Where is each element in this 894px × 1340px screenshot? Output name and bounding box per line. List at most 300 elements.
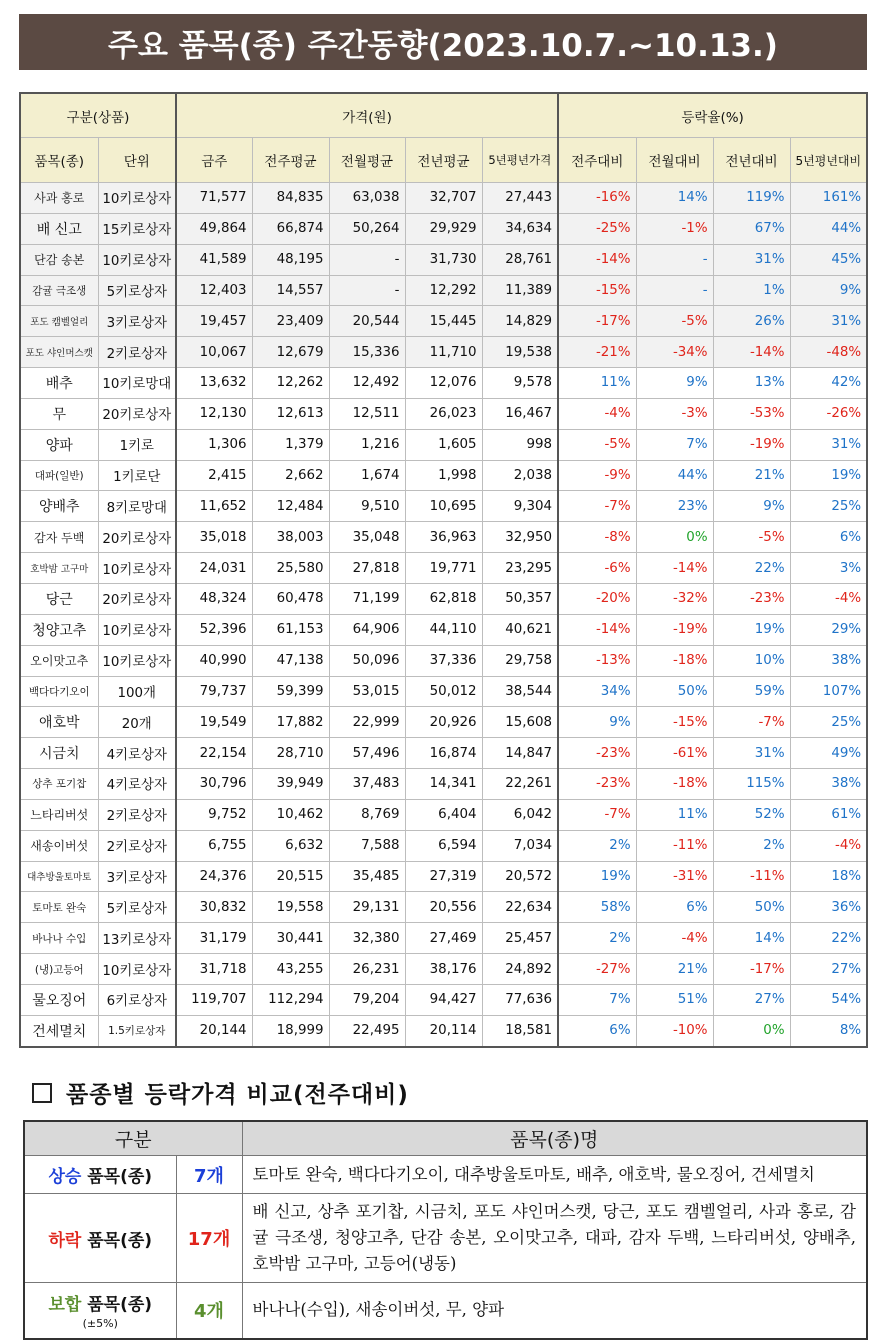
price-prev-year: 27,469 <box>405 923 482 954</box>
price-prev-week: 19,558 <box>252 892 329 923</box>
table-row <box>20 429 867 460</box>
change-vs-month: -15% <box>636 707 713 738</box>
price-this-week: 41,589 <box>176 244 252 275</box>
change-vs-month: 0% <box>636 522 713 553</box>
item-unit: 10키로상자 <box>98 244 176 275</box>
change-vs-week: 7% <box>558 984 636 1015</box>
change-vs-week: -9% <box>558 460 636 491</box>
price-5yr: 25,457 <box>482 923 558 954</box>
change-vs-year: -23% <box>713 583 790 614</box>
change-vs-week: -4% <box>558 398 636 429</box>
item-name: (냉)고등어 <box>20 954 98 985</box>
summary-col-items: 품목(종)명 <box>242 1121 867 1156</box>
summary-table <box>23 1120 868 1340</box>
item-name: 오이맛고추 <box>20 645 98 676</box>
change-vs-month: 23% <box>636 491 713 522</box>
item-name: 물오징어 <box>20 984 98 1015</box>
change-vs-year: 2% <box>713 830 790 861</box>
item-name: 양배추 <box>20 491 98 522</box>
item-unit: 5키로상자 <box>98 275 176 306</box>
table-row <box>20 213 867 244</box>
change-vs-year: -11% <box>713 861 790 892</box>
col-vs-year: 전년대비 <box>713 138 790 183</box>
price-this-week: 1,306 <box>176 429 252 460</box>
item-name: 배추 <box>20 368 98 399</box>
price-prev-week: 48,195 <box>252 244 329 275</box>
change-vs-5yr: 161% <box>790 183 867 214</box>
change-vs-5yr: -48% <box>790 337 867 368</box>
change-vs-year: 59% <box>713 676 790 707</box>
item-unit: 10키로망대 <box>98 368 176 399</box>
change-vs-week: 58% <box>558 892 636 923</box>
change-vs-week: 34% <box>558 676 636 707</box>
flat-count: 4개 <box>176 1283 242 1339</box>
price-prev-year: 20,926 <box>405 707 482 738</box>
price-this-week: 71,577 <box>176 183 252 214</box>
price-prev-year: 6,404 <box>405 799 482 830</box>
header-category: 구분(상품) <box>20 93 176 138</box>
price-this-week: 40,990 <box>176 645 252 676</box>
price-prev-month: 1,674 <box>329 460 405 491</box>
change-vs-week: -7% <box>558 799 636 830</box>
price-prev-year: 15,445 <box>405 306 482 337</box>
change-vs-year: 1% <box>713 275 790 306</box>
price-prev-year: 26,023 <box>405 398 482 429</box>
change-vs-5yr: 31% <box>790 429 867 460</box>
col-unit: 단위 <box>98 138 176 183</box>
change-vs-5yr: 38% <box>790 769 867 800</box>
price-prev-week: 12,613 <box>252 398 329 429</box>
item-name: 상추 포기찹 <box>20 769 98 800</box>
change-vs-year: 14% <box>713 923 790 954</box>
change-vs-year: 52% <box>713 799 790 830</box>
price-prev-week: 47,138 <box>252 645 329 676</box>
price-5yr: 14,829 <box>482 306 558 337</box>
header-price: 가격(원) <box>176 93 558 138</box>
summary-row-rise <box>24 1156 867 1194</box>
price-this-week: 49,864 <box>176 213 252 244</box>
change-vs-week: -15% <box>558 275 636 306</box>
price-prev-year: 19,771 <box>405 553 482 584</box>
change-vs-5yr: 25% <box>790 491 867 522</box>
item-name: 포도 캠벨얼리 <box>20 306 98 337</box>
change-vs-5yr: 44% <box>790 213 867 244</box>
header-change: 등락율(%) <box>558 93 867 138</box>
price-prev-year: 12,292 <box>405 275 482 306</box>
change-vs-week: -27% <box>558 954 636 985</box>
change-vs-year: -53% <box>713 398 790 429</box>
table-row <box>20 799 867 830</box>
change-vs-month: 6% <box>636 892 713 923</box>
price-prev-year: 10,695 <box>405 491 482 522</box>
price-5yr: 23,295 <box>482 553 558 584</box>
change-vs-week: -23% <box>558 738 636 769</box>
table-row <box>20 738 867 769</box>
price-prev-month: 53,015 <box>329 676 405 707</box>
change-vs-month: -10% <box>636 1015 713 1046</box>
col-prev-month: 전월평균 <box>329 138 405 183</box>
change-vs-month: 51% <box>636 984 713 1015</box>
fall-count: 17개 <box>176 1194 242 1283</box>
price-prev-year: 50,012 <box>405 676 482 707</box>
change-vs-month: 11% <box>636 799 713 830</box>
price-prev-month: 22,999 <box>329 707 405 738</box>
price-prev-month: 50,096 <box>329 645 405 676</box>
price-5yr: 27,443 <box>482 183 558 214</box>
item-unit: 20키로상자 <box>98 398 176 429</box>
price-this-week: 48,324 <box>176 583 252 614</box>
price-prev-week: 12,679 <box>252 337 329 368</box>
price-prev-week: 2,662 <box>252 460 329 491</box>
price-5yr: 6,042 <box>482 799 558 830</box>
price-table-body <box>20 183 867 1047</box>
change-vs-5yr: 8% <box>790 1015 867 1046</box>
table-row <box>20 614 867 645</box>
change-vs-week: 19% <box>558 861 636 892</box>
price-prev-week: 30,441 <box>252 923 329 954</box>
change-vs-5yr: 49% <box>790 738 867 769</box>
price-5yr: 38,544 <box>482 676 558 707</box>
change-vs-month: 21% <box>636 954 713 985</box>
col-vs-week: 전주대비 <box>558 138 636 183</box>
price-prev-month: 12,511 <box>329 398 405 429</box>
price-prev-year: 36,963 <box>405 522 482 553</box>
price-5yr: 50,357 <box>482 583 558 614</box>
change-vs-year: 9% <box>713 491 790 522</box>
price-5yr: 24,892 <box>482 954 558 985</box>
price-this-week: 13,632 <box>176 368 252 399</box>
item-unit: 10키로상자 <box>98 614 176 645</box>
change-vs-5yr: 36% <box>790 892 867 923</box>
item-name: 감귤 극조생 <box>20 275 98 306</box>
table-row <box>20 1015 867 1046</box>
table-row <box>20 491 867 522</box>
change-vs-year: 50% <box>713 892 790 923</box>
price-prev-week: 38,003 <box>252 522 329 553</box>
price-prev-year: 31,730 <box>405 244 482 275</box>
item-name: 바나나 수입 <box>20 923 98 954</box>
price-this-week: 6,755 <box>176 830 252 861</box>
price-this-week: 11,652 <box>176 491 252 522</box>
change-vs-year: -5% <box>713 522 790 553</box>
change-vs-year: -19% <box>713 429 790 460</box>
table-row <box>20 645 867 676</box>
change-vs-5yr: 107% <box>790 676 867 707</box>
price-prev-month: 35,485 <box>329 861 405 892</box>
price-prev-year: 38,176 <box>405 954 482 985</box>
price-this-week: 30,796 <box>176 769 252 800</box>
item-name: 느타리버섯 <box>20 799 98 830</box>
item-unit: 2키로상자 <box>98 799 176 830</box>
flat-items: 바나나(수입), 새송이버섯, 무, 양파 <box>242 1283 867 1339</box>
item-unit: 10키로상자 <box>98 645 176 676</box>
change-vs-month: 50% <box>636 676 713 707</box>
price-prev-month: 29,131 <box>329 892 405 923</box>
table-row <box>20 676 867 707</box>
change-vs-year: 67% <box>713 213 790 244</box>
price-prev-week: 14,557 <box>252 275 329 306</box>
rise-label <box>24 1156 176 1194</box>
change-vs-month: 44% <box>636 460 713 491</box>
change-vs-year: 27% <box>713 984 790 1015</box>
item-unit: 10키로상자 <box>98 183 176 214</box>
change-vs-month: -14% <box>636 553 713 584</box>
change-vs-month: 9% <box>636 368 713 399</box>
price-5yr: 20,572 <box>482 861 558 892</box>
page-title: 주요 품목(종) 주간동향(2023.10.7.~10.13.) <box>19 14 867 70</box>
item-name: 양파 <box>20 429 98 460</box>
flat-label-colored: 보합 <box>48 1295 82 1316</box>
summary-section-title <box>32 1076 409 1109</box>
change-vs-5yr: 25% <box>790 707 867 738</box>
price-prev-week: 66,874 <box>252 213 329 244</box>
price-5yr: 2,038 <box>482 460 558 491</box>
item-name: 새송이버섯 <box>20 830 98 861</box>
price-prev-month: 79,204 <box>329 984 405 1015</box>
item-name: 단감 송본 <box>20 244 98 275</box>
price-5yr: 15,608 <box>482 707 558 738</box>
price-this-week: 31,718 <box>176 954 252 985</box>
item-name: 포도 샤인머스캣 <box>20 337 98 368</box>
change-vs-year: 31% <box>713 244 790 275</box>
item-unit: 6키로상자 <box>98 984 176 1015</box>
price-prev-month: 27,818 <box>329 553 405 584</box>
item-unit: 10키로상자 <box>98 553 176 584</box>
item-name: 호박밤 고구마 <box>20 553 98 584</box>
change-vs-week: 2% <box>558 923 636 954</box>
change-vs-month: - <box>636 275 713 306</box>
price-prev-year: 14,341 <box>405 769 482 800</box>
item-unit: 5키로상자 <box>98 892 176 923</box>
table-row <box>20 769 867 800</box>
price-prev-month: 7,588 <box>329 830 405 861</box>
change-vs-month: -18% <box>636 769 713 800</box>
col-vs-5yr: 5년평년대비 <box>790 138 867 183</box>
item-unit: 2키로상자 <box>98 337 176 368</box>
price-this-week: 31,179 <box>176 923 252 954</box>
price-prev-week: 84,835 <box>252 183 329 214</box>
price-prev-year: 94,427 <box>405 984 482 1015</box>
price-5yr: 16,467 <box>482 398 558 429</box>
col-prev-year: 전년평균 <box>405 138 482 183</box>
table-row <box>20 892 867 923</box>
price-5yr: 998 <box>482 429 558 460</box>
table-row <box>20 244 867 275</box>
change-vs-year: 19% <box>713 614 790 645</box>
fall-label-colored: 하락 <box>48 1230 82 1251</box>
price-5yr: 29,758 <box>482 645 558 676</box>
change-vs-week: -16% <box>558 183 636 214</box>
item-name: 건세멸치 <box>20 1015 98 1046</box>
item-unit: 3키로상자 <box>98 861 176 892</box>
price-this-week: 12,403 <box>176 275 252 306</box>
price-this-week: 12,130 <box>176 398 252 429</box>
rise-label-rest: 품목(종) <box>87 1167 153 1187</box>
change-vs-month: 14% <box>636 183 713 214</box>
price-prev-year: 29,929 <box>405 213 482 244</box>
fall-items: 배 신고, 상추 포기찹, 시금치, 포도 샤인머스캣, 당근, 포도 캠벨얼리, 사과 홍로, 감귤 극조생, 청양고추, 단감 송본, 오이맛고추, 대파, 감자 두백, 느타리버섯, 양배추, 호박밤 고구마, 고등어(냉동) <box>242 1194 867 1283</box>
change-vs-5yr: 42% <box>790 368 867 399</box>
price-prev-month: 12,492 <box>329 368 405 399</box>
fall-label-rest: 품목(종) <box>87 1230 153 1251</box>
rise-label-colored: 상승 <box>48 1167 82 1187</box>
change-vs-month: -31% <box>636 861 713 892</box>
price-prev-year: 1,998 <box>405 460 482 491</box>
item-name: 배 신고 <box>20 213 98 244</box>
item-name: 백다다기오이 <box>20 676 98 707</box>
change-vs-5yr: 61% <box>790 799 867 830</box>
price-prev-week: 112,294 <box>252 984 329 1015</box>
change-vs-5yr: 27% <box>790 954 867 985</box>
item-unit: 15키로상자 <box>98 213 176 244</box>
table-row <box>20 183 867 214</box>
item-name: 토마토 완숙 <box>20 892 98 923</box>
change-vs-month: -1% <box>636 213 713 244</box>
summary-col-category: 구분 <box>24 1121 242 1156</box>
price-prev-week: 12,484 <box>252 491 329 522</box>
change-vs-5yr: 22% <box>790 923 867 954</box>
flat-note: (±5%) <box>82 1317 118 1331</box>
price-prev-week: 10,462 <box>252 799 329 830</box>
price-prev-year: 32,707 <box>405 183 482 214</box>
change-vs-week: -23% <box>558 769 636 800</box>
item-unit: 1키로 <box>98 429 176 460</box>
price-5yr: 18,581 <box>482 1015 558 1046</box>
item-name: 청양고추 <box>20 614 98 645</box>
item-unit: 4키로상자 <box>98 738 176 769</box>
change-vs-year: -14% <box>713 337 790 368</box>
change-vs-5yr: 6% <box>790 522 867 553</box>
change-vs-year: -17% <box>713 954 790 985</box>
change-vs-year: 0% <box>713 1015 790 1046</box>
change-vs-week: -13% <box>558 645 636 676</box>
change-vs-week: 6% <box>558 1015 636 1046</box>
col-this-week: 금주 <box>176 138 252 183</box>
price-prev-month: 8,769 <box>329 799 405 830</box>
price-5yr: 34,634 <box>482 213 558 244</box>
change-vs-5yr: 45% <box>790 244 867 275</box>
price-prev-month: - <box>329 244 405 275</box>
table-row <box>20 583 867 614</box>
price-prev-week: 6,632 <box>252 830 329 861</box>
change-vs-month: -4% <box>636 923 713 954</box>
price-prev-year: 27,319 <box>405 861 482 892</box>
change-vs-5yr: 29% <box>790 614 867 645</box>
rise-count: 7개 <box>176 1156 242 1194</box>
price-prev-month: 50,264 <box>329 213 405 244</box>
change-vs-year: 13% <box>713 368 790 399</box>
table-row <box>20 553 867 584</box>
item-unit: 13키로상자 <box>98 923 176 954</box>
price-5yr: 7,034 <box>482 830 558 861</box>
price-prev-year: 11,710 <box>405 337 482 368</box>
price-prev-week: 60,478 <box>252 583 329 614</box>
change-vs-month: - <box>636 244 713 275</box>
price-prev-month: 57,496 <box>329 738 405 769</box>
flat-label <box>24 1283 176 1339</box>
item-unit: 100개 <box>98 676 176 707</box>
item-name: 애호박 <box>20 707 98 738</box>
price-prev-month: 71,199 <box>329 583 405 614</box>
price-prev-year: 16,874 <box>405 738 482 769</box>
item-name: 당근 <box>20 583 98 614</box>
change-vs-week: 11% <box>558 368 636 399</box>
price-prev-year: 1,605 <box>405 429 482 460</box>
change-vs-week: -20% <box>558 583 636 614</box>
change-vs-5yr: -4% <box>790 583 867 614</box>
price-prev-week: 28,710 <box>252 738 329 769</box>
price-5yr: 19,538 <box>482 337 558 368</box>
price-this-week: 119,707 <box>176 984 252 1015</box>
change-vs-5yr: 38% <box>790 645 867 676</box>
change-vs-5yr: 31% <box>790 306 867 337</box>
change-vs-week: 2% <box>558 830 636 861</box>
change-vs-month: -32% <box>636 583 713 614</box>
table-row <box>20 522 867 553</box>
item-name: 사과 홍로 <box>20 183 98 214</box>
price-this-week: 24,376 <box>176 861 252 892</box>
change-vs-week: 9% <box>558 707 636 738</box>
item-name: 무 <box>20 398 98 429</box>
table-row <box>20 923 867 954</box>
change-vs-month: -3% <box>636 398 713 429</box>
price-prev-year: 20,114 <box>405 1015 482 1046</box>
change-vs-5yr: -4% <box>790 830 867 861</box>
change-vs-year: 31% <box>713 738 790 769</box>
change-vs-month: -11% <box>636 830 713 861</box>
change-vs-week: -14% <box>558 244 636 275</box>
fall-label <box>24 1194 176 1283</box>
item-unit: 4키로상자 <box>98 769 176 800</box>
table-row <box>20 707 867 738</box>
price-prev-month: 1,216 <box>329 429 405 460</box>
change-vs-month: -34% <box>636 337 713 368</box>
change-vs-week: -17% <box>558 306 636 337</box>
price-this-week: 19,549 <box>176 707 252 738</box>
summary-row-fall <box>24 1194 867 1283</box>
price-5yr: 9,304 <box>482 491 558 522</box>
price-prev-month: 20,544 <box>329 306 405 337</box>
col-item: 품목(종) <box>20 138 98 183</box>
change-vs-year: 22% <box>713 553 790 584</box>
table-row <box>20 306 867 337</box>
change-vs-month: 7% <box>636 429 713 460</box>
summary-title-text: 품종별 등락가격 비교(전주대비) <box>66 1082 409 1108</box>
price-5yr: 22,261 <box>482 769 558 800</box>
item-unit: 10키로상자 <box>98 954 176 985</box>
price-prev-week: 43,255 <box>252 954 329 985</box>
price-this-week: 35,018 <box>176 522 252 553</box>
price-5yr: 9,578 <box>482 368 558 399</box>
item-name: 대추방울토마토 <box>20 861 98 892</box>
change-vs-week: -14% <box>558 614 636 645</box>
price-prev-week: 25,580 <box>252 553 329 584</box>
col-prev-week: 전주평균 <box>252 138 329 183</box>
price-prev-year: 20,556 <box>405 892 482 923</box>
price-prev-month: 63,038 <box>329 183 405 214</box>
price-5yr: 14,847 <box>482 738 558 769</box>
change-vs-5yr: 3% <box>790 553 867 584</box>
price-prev-week: 23,409 <box>252 306 329 337</box>
item-name: 시금치 <box>20 738 98 769</box>
item-unit: 20개 <box>98 707 176 738</box>
price-prev-month: 35,048 <box>329 522 405 553</box>
price-this-week: 20,144 <box>176 1015 252 1046</box>
change-vs-month: -5% <box>636 306 713 337</box>
table-row <box>20 984 867 1015</box>
col-vs-month: 전월대비 <box>636 138 713 183</box>
change-vs-year: 115% <box>713 769 790 800</box>
